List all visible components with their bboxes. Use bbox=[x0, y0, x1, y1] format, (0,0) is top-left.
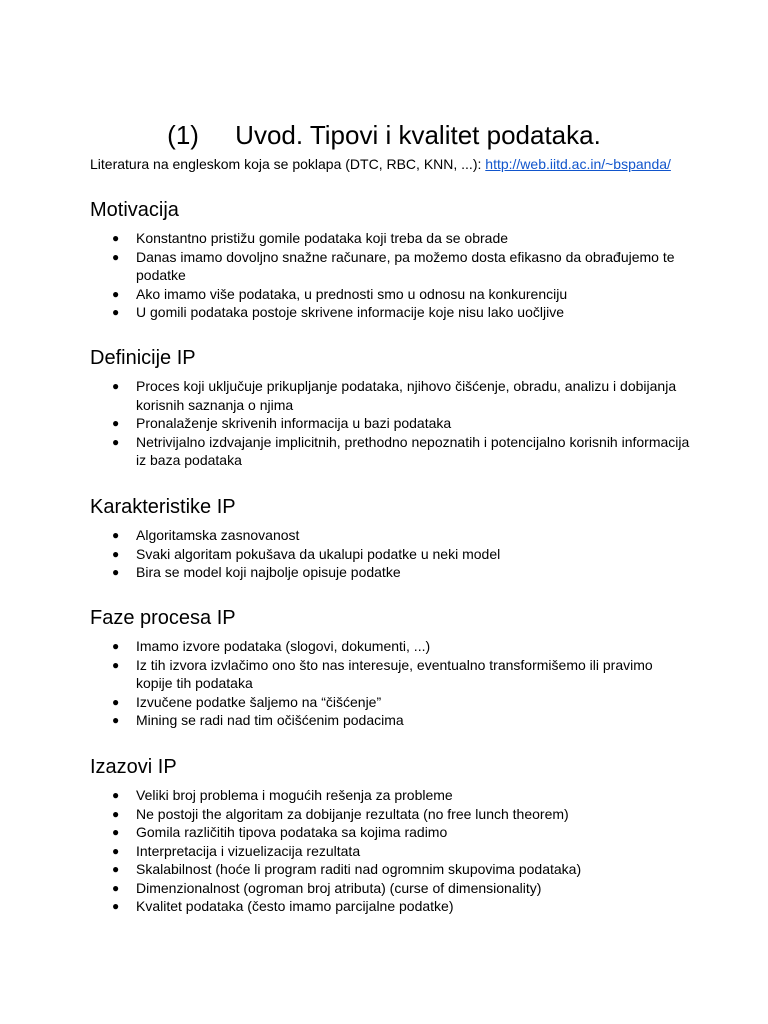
list-item bbox=[90, 285, 690, 304]
title-number: (1) bbox=[167, 120, 199, 150]
bullet-list-definicije bbox=[90, 377, 690, 470]
list-item bbox=[90, 786, 690, 805]
bullet-icon: ● bbox=[112, 416, 120, 430]
list-item-text: Imamo izvore podataka (slogovi, dokumenti, ...) bbox=[136, 638, 431, 654]
bullet-icon: ● bbox=[112, 565, 120, 579]
list-item bbox=[90, 879, 690, 898]
list-item bbox=[90, 563, 690, 582]
list-item bbox=[90, 897, 690, 916]
list-item-text: Svaki algoritam pokušava da ukalupi podatke u neki model bbox=[136, 545, 501, 562]
list-item-text: Kvalitet podataka (često imamo parcijalne podatke) bbox=[136, 898, 454, 914]
list-item bbox=[90, 637, 690, 656]
bullet-icon: ● bbox=[112, 862, 120, 876]
list-item-text: Izvučene podatke šaljemo na “čišćenje” bbox=[136, 693, 382, 710]
list-item-text: Pronalaženje skrivenih informacija u bazi podataka bbox=[136, 415, 452, 431]
list-item-text: Interpretacija i vizuelizacija rezultata bbox=[136, 842, 361, 859]
section-heading-faze: Faze procesa IP bbox=[90, 607, 236, 629]
list-item-text: Proces koji uključuje prikupljanje podataka, njihovo čišćenje, obradu, analizu i dobijanja korisnih saznanja o njima bbox=[136, 378, 677, 413]
literature-link[interactable]: http://web.iitd.ac.in/~bspanda/ bbox=[485, 156, 671, 172]
bullet-icon: ● bbox=[112, 639, 120, 653]
bullet-icon: ● bbox=[112, 434, 120, 449]
list-item bbox=[90, 656, 690, 693]
list-item-text: Danas imamo dovoljno snažne računare, pa možemo dosta efikasno da obrađujemo te podatke bbox=[136, 248, 675, 283]
list-item bbox=[90, 414, 690, 433]
list-item-text: Iz tih izvora izvlačimo ono što nas interesuje, eventualno transformišemo ili pravimo kopije tih podataka bbox=[136, 656, 653, 691]
list-item-text: Veliki broj problema i mogućih rešenja za probleme bbox=[136, 787, 453, 803]
list-item bbox=[90, 860, 690, 879]
bullet-icon: ● bbox=[112, 379, 120, 393]
bullet-icon: ● bbox=[112, 305, 120, 319]
list-item bbox=[90, 693, 690, 712]
bullet-icon: ● bbox=[112, 880, 120, 895]
list-item-text: Skalabilnost (hoće li program raditi nad ogromnim skupovima podataka) bbox=[136, 861, 582, 877]
section-heading-izazovi: Izazovi IP bbox=[90, 756, 177, 778]
bullet-icon: ● bbox=[112, 286, 120, 301]
list-item-text: Bira se model koji najbolje opisuje podatke bbox=[136, 564, 401, 580]
bullet-icon: ● bbox=[112, 694, 120, 709]
bullet-list-izazovi bbox=[90, 786, 690, 916]
list-item bbox=[90, 377, 690, 414]
bullet-icon: ● bbox=[112, 546, 120, 561]
list-item bbox=[90, 711, 690, 730]
list-item bbox=[90, 229, 690, 248]
list-item bbox=[90, 842, 690, 861]
bullet-list-faze bbox=[90, 637, 690, 730]
bullet-list-motivacija bbox=[90, 229, 690, 322]
bullet-icon: ● bbox=[112, 231, 120, 245]
bullet-icon: ● bbox=[112, 657, 120, 672]
bullet-icon: ● bbox=[112, 825, 120, 839]
bullet-icon: ● bbox=[112, 528, 120, 542]
bullet-icon: ● bbox=[112, 713, 120, 727]
section-heading-karakteristike: Karakteristike IP bbox=[90, 496, 236, 518]
list-item-text: Algoritamska zasnovanost bbox=[136, 527, 300, 543]
bullet-icon: ● bbox=[112, 249, 120, 264]
bullet-list-karakteristike bbox=[90, 526, 690, 582]
list-item-text: Mining se radi nad tim očišćenim podacima bbox=[136, 712, 404, 728]
page-title bbox=[0, 118, 768, 152]
list-item-text: U gomili podataka postoje skrivene informacije koje nisu lako uočljive bbox=[136, 304, 564, 320]
list-item bbox=[90, 303, 690, 322]
bullet-icon: ● bbox=[112, 788, 120, 802]
list-item-text: Dimenzionalnost (ogroman broj atributa) (curse of dimensionality) bbox=[136, 879, 542, 896]
list-item bbox=[90, 545, 690, 564]
list-item-text: Ne postoji the algoritam za dobijanje rezultata (no free lunch theorem) bbox=[136, 805, 569, 822]
bullet-icon: ● bbox=[112, 806, 120, 821]
list-item bbox=[90, 248, 690, 285]
list-item bbox=[90, 805, 690, 824]
literature-text: Literatura na engleskom koja se poklapa (DTC, RBC, KNN, ...): bbox=[90, 156, 486, 172]
list-item bbox=[90, 433, 690, 470]
bullet-icon: ● bbox=[112, 899, 120, 913]
list-item-text: Gomila različitih tipova podataka sa kojima radimo bbox=[136, 824, 448, 840]
section-heading-motivacija: Motivacija bbox=[90, 199, 179, 221]
section-heading-definicije: Definicije IP bbox=[90, 347, 196, 369]
list-item bbox=[90, 823, 690, 842]
list-item-text: Ako imamo više podataka, u prednosti smo u odnosu na konkurenciju bbox=[136, 285, 568, 302]
list-item-text: Konstantno pristižu gomile podataka koji treba da se obrade bbox=[136, 230, 509, 246]
list-item bbox=[90, 526, 690, 545]
bullet-icon: ● bbox=[112, 843, 120, 858]
title-text: Uvod. Tipovi i kvalitet podataka. bbox=[235, 120, 601, 150]
literature-line bbox=[90, 155, 671, 173]
list-item-text: Netrivijalno izdvajanje implicitnih, prethodno nepoznatih i potencijalno korisnih informacija iz baza podataka bbox=[136, 433, 690, 468]
